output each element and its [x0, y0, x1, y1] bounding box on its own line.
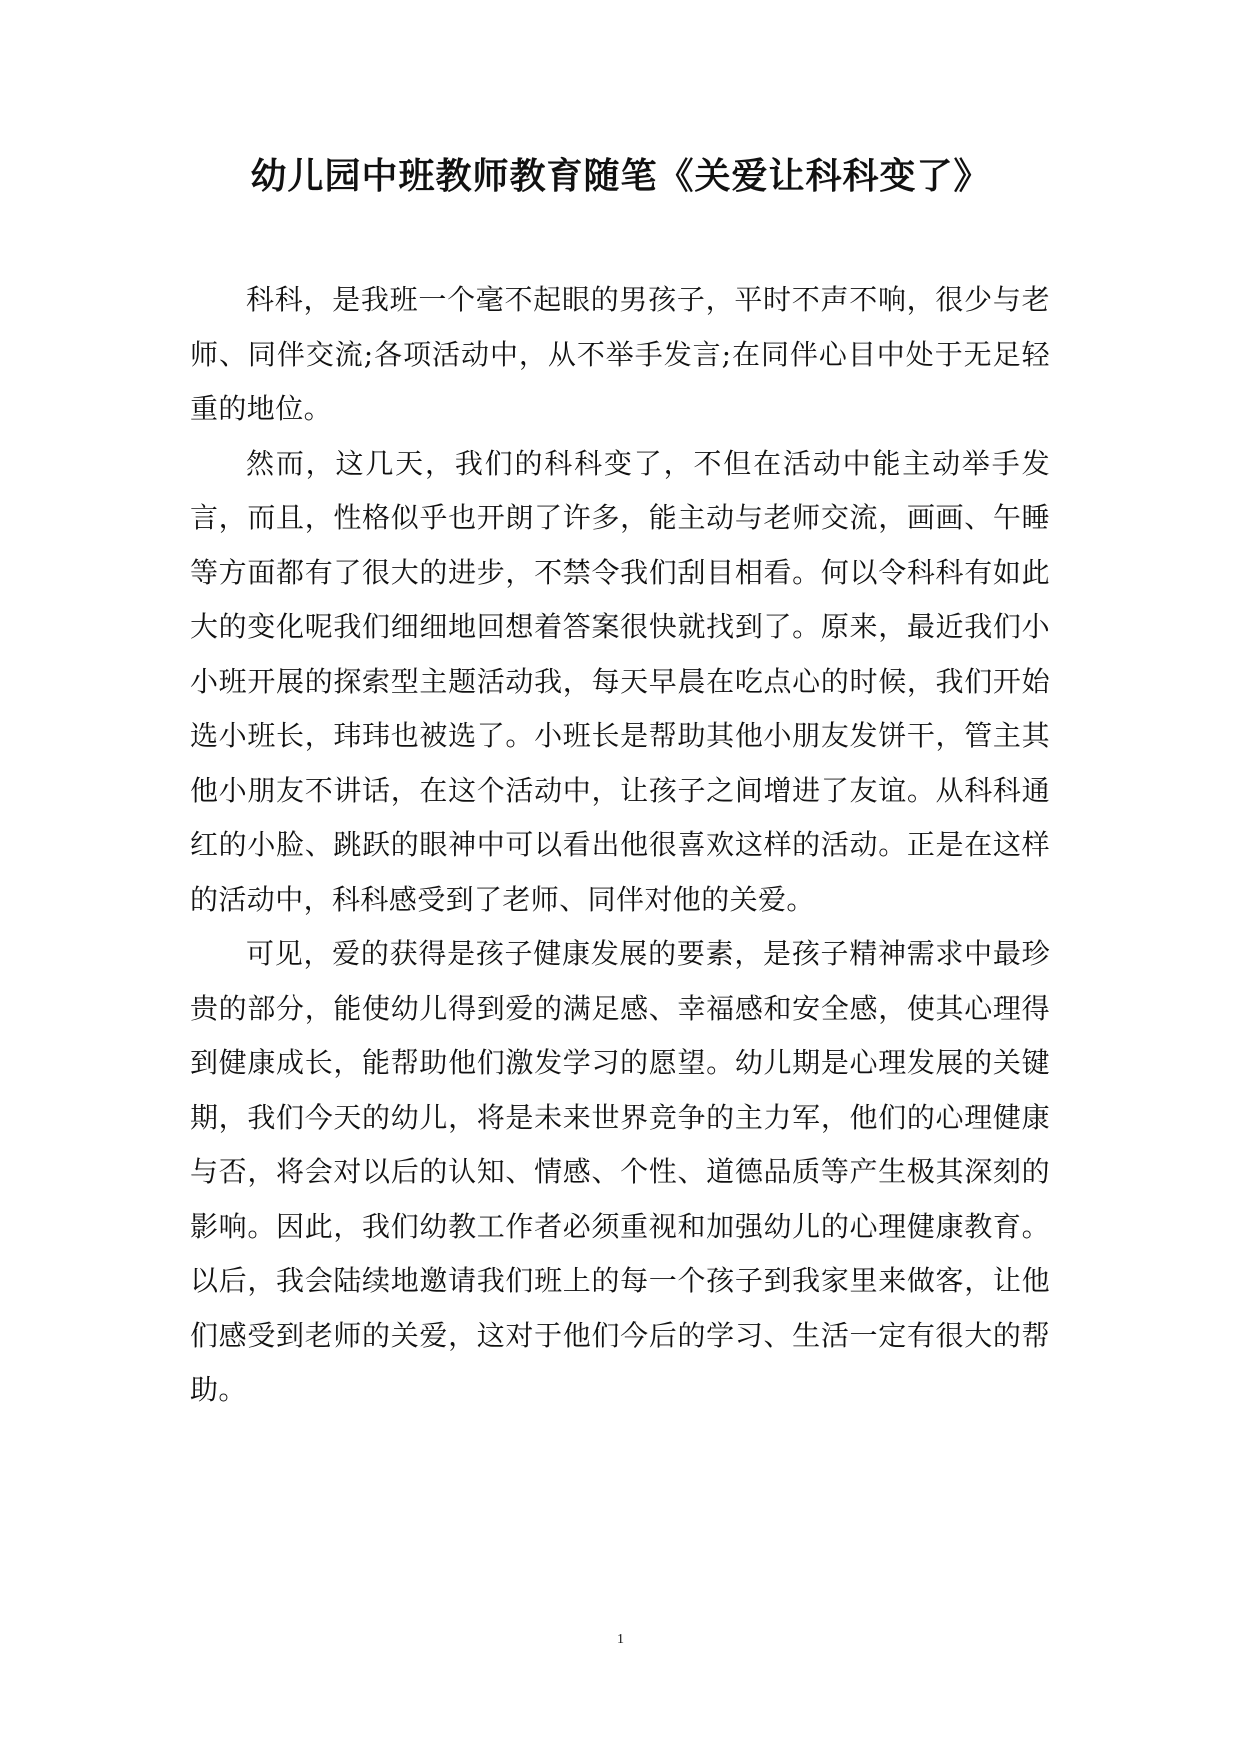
document-body: [190, 273, 1050, 1418]
paragraph-3: 可见，爱的获得是孩子健康发展的要素，是孩子精神需求中最珍贵的部分，能使幼儿得到爱的满足感、幸福感和安全感，使其心理得到健康成长，能帮助他们激发学习的愿望。幼儿期是心理发展的关键期，我们今天的幼儿，将是未来世界竞争的主力军，他们的心理健康与否，将会对以后的认知、情感、个性、道德品质等产生极其深刻的影响。因此，我们幼教工作者必须重视和加强幼儿的心理健康教育。以后，我会陆续地邀请我们班上的每一个孩子到我家里来做客，让他们感受到老师的关爱，这对于他们今后的学习、生活一定有很大的帮助。: [190, 937, 1050, 1406]
paragraph-1: 科科，是我班一个毫不起眼的男孩子，平时不声不响，很少与老师、同伴交流;各项活动中，从不举手发言;在同伴心目中处于无足轻重的地位。: [190, 283, 1050, 425]
paragraph-2: 然而，这几天，我们的科科变了，不但在活动中能主动举手发言，而且，性格似乎也开朗了许多，能主动与老师交流，画画、午睡等方面都有了很大的进步，不禁令我们刮目相看。何以令科科有如此大的变化呢我们细细地回想着答案很快就找到了。原来，最近我们小小班开展的探索型主题活动我，每天早晨在吃点心的时候，我们开始选小班长，玮玮也被选了。小班长是帮助其他小朋友发饼干，管主其他小朋友不讲话，在这个活动中，让孩子之间增进了友谊。从科科通红的小脸、跳跃的眼神中可以看出他很喜欢这样的活动。正是在这样的活动中，科科感受到了老师、同伴对他的关爱。: [190, 446, 1050, 916]
document-title: 幼儿园中班教师教育随笔《关爱让科科变了》: [250, 155, 991, 197]
page-number: 1: [617, 1632, 624, 1647]
